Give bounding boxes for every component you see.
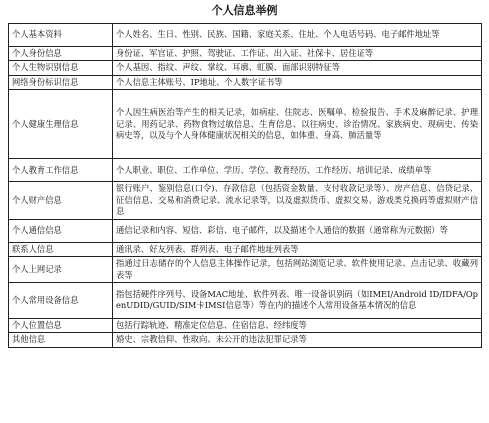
table-row [9,318,482,332]
category-cell: 个人常用设备信息 [9,282,113,318]
table-row [9,75,482,89]
table-title: 个人信息举例 [211,4,278,17]
description-cell: 个人信息主体账号、IP地址、个人数字证书等 [113,75,482,89]
description-cell: 银行账户、鉴别信息(口令)、存款信息（包括资金数量、支付收款记录等）、房产信息、信贷记录、征信信息、交易和消费记录、流水记录等，以及虚拟货币、虚拟交易、游戏类兑换码等虚拟财产信息 [113,182,482,219]
description-cell: 指通过日志储存的个人信息主体操作记录，包括网站浏览记录、软件使用记录、点击记录、收藏列表等 [113,257,482,283]
category-cell: 网络身份标识信息 [9,75,113,89]
category-cell: 个人生物识别信息 [9,61,113,75]
description-cell: 指包括硬件序列号、设备MAC地址、软件列表、唯一设备识别码（如IMEI/Android ID/IDFA/OpenUDID/GUID/SIM卡IMSI信息等）等在内的描述个人常用设备基本情况的信息 [113,282,482,318]
category-cell: 个人健康生理信息 [9,90,113,159]
description-cell: 个人姓名、生日、性别、民族、国籍、家庭关系、住址、个人电话号码、电子邮件地址等 [113,24,482,47]
table-row [9,182,482,219]
table-row [9,47,482,61]
table-body [9,24,482,348]
category-cell: 其他信息 [9,333,113,347]
description-cell: 个人因生病医治等产生的相关记录，如病症、住院志、医嘱单、检验报告、手术及麻醉记录、护理记录、用药记录、药物食物过敏信息、生育信息、以往病史、诊治情况、家族病史、现病史、传染病史等，以及与个人身体健康状况相关的信息，如体重、身高、肺活量等 [113,90,482,159]
personal-info-table [8,23,482,348]
table-row [9,242,482,256]
table-row [9,24,482,47]
table-row [9,219,482,242]
description-cell: 包括行踪轨迹、精准定位信息、住宿信息、经纬度等 [113,318,482,332]
category-cell: 个人位置信息 [9,318,113,332]
category-cell: 个人财产信息 [9,182,113,219]
description-cell: 个人基因、指纹、声纹、掌纹、耳廓、虹膜、面部识别特征等 [113,61,482,75]
table-row [9,282,482,318]
table-row [9,90,482,159]
category-cell: 个人身份信息 [9,47,113,61]
description-cell: 婚史、宗教信仰、性取向、未公开的违法犯罪记录等 [113,333,482,347]
table-row [9,61,482,75]
description-cell: 通信记录和内容、短信、彩信、电子邮件，以及描述个人通信的数据（通常称为元数据）等 [113,219,482,242]
description-cell: 个人职业、职位、工作单位、学历、学位、教育经历、工作经历、培训记录、成绩单等 [113,159,482,182]
category-cell: 个人通信信息 [9,219,113,242]
table-row [9,257,482,283]
category-cell: 个人上网记录 [9,257,113,283]
category-cell: 个人教育工作信息 [9,159,113,182]
description-cell: 身份证、军官证、护照、驾驶证、工作证、出入证、社保卡、居住证等 [113,47,482,61]
category-cell: 个人基本资料 [9,24,113,47]
table-row [9,159,482,182]
table-row [9,333,482,347]
category-cell: 联系人信息 [9,242,113,256]
description-cell: 通讯录、好友列表、群列表、电子邮件地址列表等 [113,242,482,256]
